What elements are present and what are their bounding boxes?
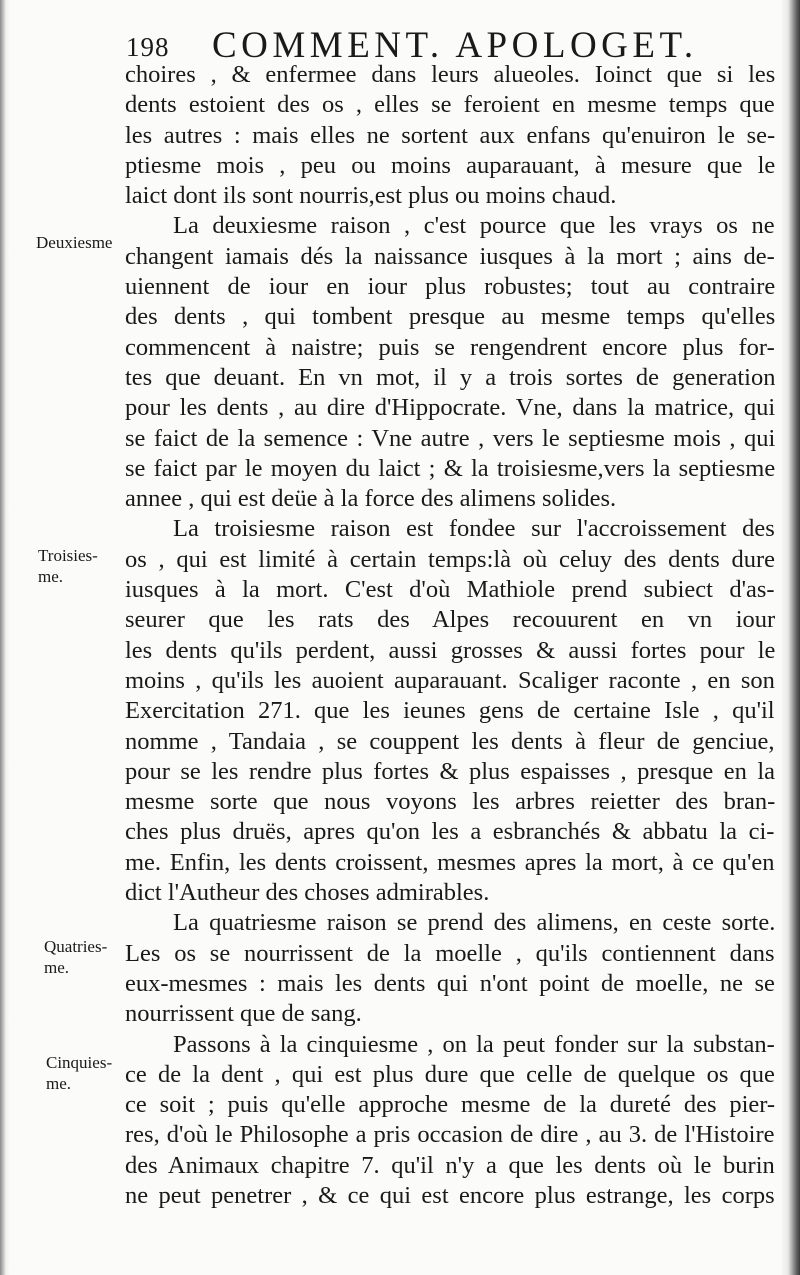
text-line: mesme sorte que nous voyons les arbres reietter des bran-: [125, 788, 775, 816]
marginal-note-line: me.: [46, 1074, 72, 1093]
marginal-note-troisiesme: [38, 545, 98, 587]
text-line: ce de la dent , qui est plus dure que celle de quelque os que: [125, 1060, 775, 1088]
text-line: moins , qu'ils les auoient auparauant. Scaliger raconte , en son: [125, 666, 775, 694]
text-line: res, d'où le Philosophe a pris occasion de dire , au 3. de l'Histoire: [125, 1121, 775, 1149]
text-line: des dents , qui tombent presque au mesme temps qu'elles: [125, 303, 775, 331]
text-line: changent iamais dés la naissance iusques à la mort ; ains de-: [125, 242, 775, 270]
text-line: choires , & enfermee dans leurs alueoles. Ioinct que si les: [125, 61, 775, 88]
text-line: eux-mesmes : mais les dents qui n'ont point de moelle, ne se: [125, 969, 775, 997]
body-text: [125, 60, 775, 1211]
text-line: uiennent de iour en iour plus robustes; tout au contraire: [125, 273, 775, 301]
text-line: seurer que les rats des Alpes recouurent en vn iour: [125, 606, 775, 634]
text-line: les dents qu'ils perdent, aussi grosses & aussi fortes pour le: [125, 636, 775, 664]
text-line: ptiesme mois , peu ou moins auparauant, à mesure que le: [125, 151, 775, 179]
paragraph-first-line: Passons à la cinquiesme , on la peut fonder sur la substan-: [173, 1030, 775, 1058]
marginal-note-deuxiesme: [36, 232, 112, 253]
text-line: tes que deuant. En vn mot, il y a trois sortes de generation: [125, 363, 775, 391]
text-line: Les os se nourrissent de la moelle , qu'ils contiennent dans: [125, 939, 775, 967]
text-line: pour se les rendre plus fortes & plus espaisses , presque en la: [125, 757, 775, 785]
marginal-notes: [0, 0, 125, 1275]
marginal-note-line: Quatries-: [44, 937, 108, 956]
text-line: os , qui est limité à certain temps:là où celuy des dents dure: [125, 545, 775, 573]
paragraph-first-line: La troisiesme raison est fondee sur l'accroissement des: [173, 515, 775, 543]
marginal-note-line: Deuxiesme: [36, 233, 113, 252]
text-line: laict dont ils sont nourris,est plus ou moins chaud.: [125, 182, 617, 210]
text-line: annee , qui est deüe à la force des alimens solides.: [125, 485, 617, 513]
text-line: me. Enfin, les dents croissent, mesmes apres la mort, à ce qu'en: [125, 848, 775, 876]
text-line: commencent à naistre; puis se rengendrent encore plus for-: [125, 333, 775, 361]
marginal-note-line: me.: [44, 958, 70, 977]
text-line: se faict par le moyen du laict ; & la troisiesme,vers la septiesme: [125, 454, 775, 482]
marginal-note-line: Troisies-: [38, 546, 98, 565]
page-right-edge-shadow: [780, 0, 800, 1275]
text-line: ce soit ; puis qu'elle approche mesme de la dureté des pier-: [125, 1091, 775, 1119]
text-line: ne peut penetrer , & ce qui est encore plus estrange, les corps: [125, 1181, 775, 1209]
text-line: les autres : mais elles ne sortent aux enfans qu'enuiron le se-: [125, 121, 775, 149]
text-line: iusques à la mort. C'est d'où Mathiole prend subiect d'as-: [125, 576, 775, 604]
page-number: 198: [126, 32, 170, 62]
marginal-note-quatriesme: [44, 936, 107, 978]
text-line: nourrissent que de sang.: [125, 1000, 362, 1028]
text-line: pour les dents , au dire d'Hippocrate. Vne, dans la matrice, qui: [125, 394, 775, 422]
text-line: des Animaux chapitre 7. qu'il n'y a que les dents où le burin: [125, 1151, 775, 1179]
text-line: nomme , Tandaia , se couppent les dents à fleur de genciue,: [125, 727, 775, 755]
marginal-note-line: me.: [38, 567, 64, 586]
text-line: Exercitation 271. que les ieunes gens de certaine Isle , qu'il: [125, 697, 775, 725]
paragraph-first-line: La deuxiesme raison , c'est pource que les vrays os ne: [173, 212, 775, 240]
running-title: COMMENT. APOLOGET.: [212, 25, 698, 66]
marginal-note-line: Cinquies-: [46, 1053, 113, 1072]
text-line: dents estoient des os , elles se feroient en mesme temps que: [125, 91, 775, 119]
marginal-note-cinquiesme: [46, 1052, 112, 1094]
text-line: ches plus druës, apres qu'on les a esbranchés & abbatu la ci-: [125, 818, 775, 846]
text-line: se faict de la semence : Vne autre , vers le septiesme mois , qui: [125, 424, 775, 452]
paragraph-first-line: La quatriesme raison se prend des alimens, en ceste sorte.: [173, 909, 775, 937]
text-line: dict l'Autheur des choses admirables.: [125, 879, 490, 907]
